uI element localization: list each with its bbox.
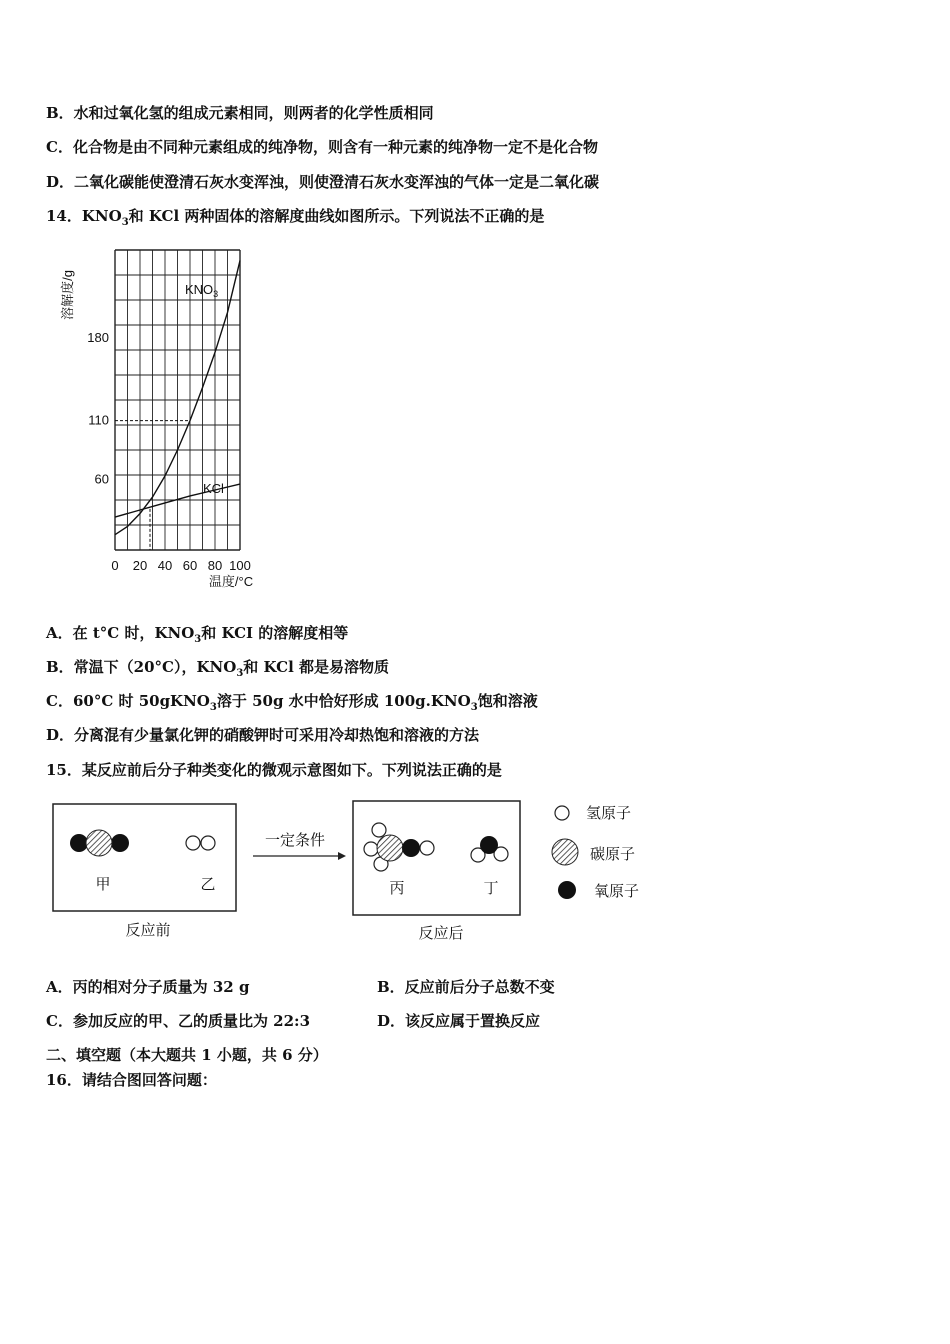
q15-option-b: B．反应前后分子总数不变	[377, 978, 555, 996]
molecule-yi	[186, 836, 215, 850]
x-tick-label: 60	[182, 558, 198, 573]
legend-oxygen-icon	[558, 881, 576, 899]
kcl-curve-label: KCl	[203, 481, 224, 496]
x-tick-label: 80	[207, 558, 223, 573]
label-jia: 甲	[95, 875, 111, 893]
label-bing: 丙	[389, 879, 405, 897]
label-ding: 丁	[483, 879, 499, 897]
molecule-bing	[364, 823, 434, 871]
q14-option-a: A．在 t°C 时，$KNO_3$和 KCI 的溶解度相等	[46, 624, 349, 645]
x-axis-label: 温度/°C	[208, 574, 254, 589]
legend-hydrogen-icon	[555, 806, 569, 820]
y-tick-label: 60	[94, 471, 109, 487]
q13-option-d: D．二氧化碳能使澄清石灰水变浑浊，则使澄清石灰水变浑浊的气体一定是二氧化碳	[46, 173, 600, 191]
q13-option-b: B．水和过氧化氢的组成元素相同，则两者的化学性质相同	[46, 104, 434, 122]
legend-oxygen-label: 氧原子	[594, 882, 640, 900]
solubility-chart	[50, 240, 290, 600]
reaction-diagram	[48, 793, 688, 953]
y-axis-label: 溶解度/g	[60, 270, 75, 320]
y-tick-label: 180	[87, 330, 109, 346]
label-yi: 乙	[200, 875, 216, 893]
q14-option-d: D．分离混有少量氯化钾的硝酸钾时可采用冷却热饱和溶液的方法	[46, 726, 480, 744]
x-tick-label: 20	[132, 558, 148, 573]
x-tick-label: 40	[157, 558, 173, 573]
chart-grid	[115, 250, 240, 550]
q13-option-c: C．化合物是由不同种元素组成的纯净物，则含有一种元素的纯净物一定不是化合物	[46, 138, 598, 156]
chart-tick-labels	[87, 330, 251, 573]
legend-carbon-icon	[552, 839, 578, 865]
x-tick-label: 100	[229, 558, 251, 573]
q14-stem: 14．$KNO_3$和 KCl 两种固体的溶解度曲线如图所示。下列说法不正确的是	[46, 207, 545, 228]
reaction-condition: 一定条件	[264, 831, 326, 849]
y-tick-label: 110	[88, 412, 109, 428]
molecule-jia	[70, 830, 129, 856]
legend-hydrogen-label: 氢原子	[586, 804, 632, 822]
x-tick-label: 0	[111, 558, 119, 573]
q14-option-b: B．常温下（20°C），$KNO_3$和 KCl 都是易溶物质	[46, 658, 389, 679]
legend-carbon-label: 碳原子	[590, 845, 636, 863]
molecule-ding	[471, 836, 508, 862]
kno3-curve-label: $KNO_3$	[185, 282, 219, 299]
q15-option-a: A．丙的相对分子质量为 32 g	[46, 978, 250, 996]
section-2-heading: 二、填空题（本大题共 1 小题，共 6 分）	[46, 1046, 328, 1064]
q15-stem: 15．某反应前后分子种类变化的微观示意图如下。下列说法正确的是	[46, 761, 502, 779]
q15-option-c: C．参加反应的甲、乙的质量比为 22:3	[46, 1012, 311, 1030]
label-before: 反应前	[125, 921, 171, 939]
before-box	[53, 804, 236, 911]
q14-option-c: C．60°C 时 50gKNO$_3$溶于 50g 水中恰好形成 $100g.KNO_3$饱和溶液	[46, 692, 538, 713]
label-after: 反应后	[418, 924, 464, 942]
q16-stem: 16．请结合图回答问题：	[46, 1071, 217, 1089]
q15-option-d: D．该反应属于置换反应	[377, 1012, 541, 1030]
